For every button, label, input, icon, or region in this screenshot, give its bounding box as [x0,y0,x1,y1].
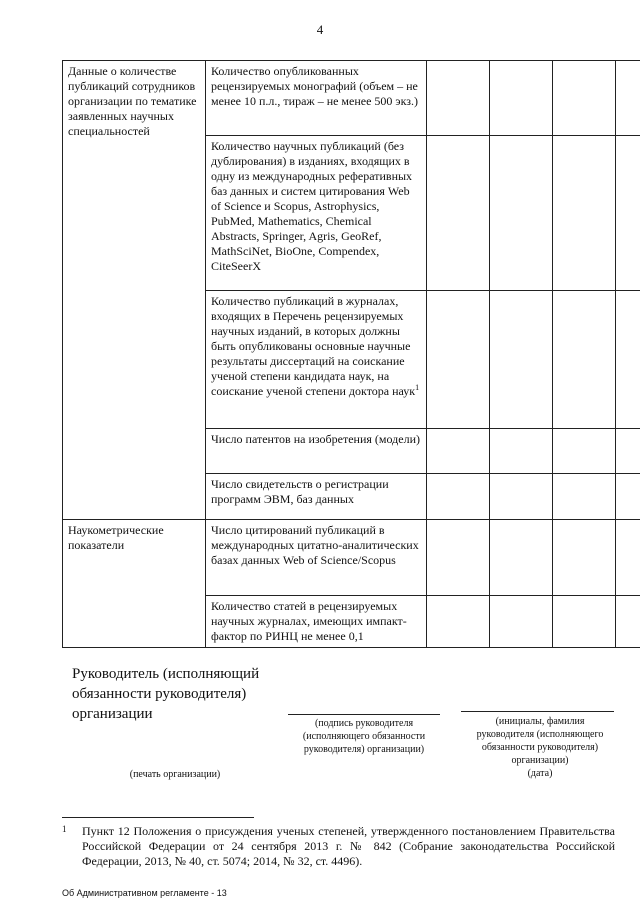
value-cell[interactable] [427,596,490,648]
indicator-label: Число цитирований публикаций в международных цитатно-аналитических базах данных Web of Science/Scopus [211,523,419,567]
indicator-cell [206,136,427,291]
signer-title [72,664,302,724]
publications-table [62,60,640,648]
value-cell[interactable] [427,61,490,136]
indicator-cell [206,474,427,520]
footnote-ref: 1 [415,383,420,392]
table-row [63,61,640,136]
value-cell[interactable] [616,596,640,648]
indicator-label: Число свидетельств о регистрации программ ЭВМ, баз данных [211,477,389,506]
caption-line: организации) [511,755,569,766]
category-cell [63,61,206,520]
seal-caption: (печать организации) [129,769,221,780]
indicator-cell [206,61,427,136]
value-cell[interactable] [553,596,616,648]
date-caption: (дата) [527,768,553,779]
value-cell[interactable] [553,520,616,596]
value-cell[interactable] [490,474,553,520]
caption-line: руководителя) организации) [303,744,425,755]
value-cell[interactable] [616,474,640,520]
indicator-label: Количество публикаций в журналах, входящих в Перечень рецензируемых научных изданий, в которых должны быть опубликованы основные научные результаты диссертаций на соискание ученой степени кандидата наук, на соискание ученой степени доктора наук [211,294,416,398]
caption-line: руководителя (исполняющего [476,729,604,740]
category-label: Наукометрические показатели [68,523,164,552]
footnote-marker: 1 [62,824,67,834]
value-cell[interactable] [616,429,640,474]
name-line[interactable] [461,711,614,712]
value-cell[interactable] [490,61,553,136]
value-cell[interactable] [616,291,640,429]
indicator-cell [206,429,427,474]
name-caption [462,715,618,780]
value-cell[interactable] [427,136,490,291]
value-cell[interactable] [490,520,553,596]
value-cell[interactable] [616,520,640,596]
footnote [62,824,615,869]
value-cell[interactable] [553,429,616,474]
value-cell[interactable] [490,291,553,429]
value-cell[interactable] [553,474,616,520]
indicator-label: Количество опубликованных рецензируемых монографий (объем – не менее 10 п.л., тираж – не менее 500 экз.) [211,64,418,108]
indicator-cell [206,520,427,596]
signer-line: организации [72,706,153,722]
caption-line: (подпись руководителя [314,718,414,729]
caption-line: (инициалы, фамилия [495,716,585,727]
value-cell[interactable] [553,136,616,291]
signature-line[interactable] [288,714,440,715]
value-cell[interactable] [427,429,490,474]
signer-line: обязанности руководителя) [72,686,247,702]
value-cell[interactable] [490,596,553,648]
signature-caption [280,717,448,756]
value-cell[interactable] [427,520,490,596]
value-cell[interactable] [553,291,616,429]
value-cell[interactable] [616,136,640,291]
value-cell[interactable] [553,61,616,136]
indicator-cell [206,291,427,429]
indicator-cell [206,596,427,648]
footnote-divider [62,817,254,818]
footnote-text: Пункт 12 Положения о присуждения ученых степеней, утвержденного постановлением Правительства Российской Федерации от 24 сентября 2013 г. № 842 (Собрание законодательства Российской Федерации, 2013, № 40, ст. 5074; 2014, № 32, ст. 4496). [82,824,615,868]
category-cell [63,520,206,648]
caption-line: (исполняющего обязанности [302,731,426,742]
caption-line: обязанности руководителя) [481,742,599,753]
value-cell[interactable] [616,61,640,136]
value-cell[interactable] [427,291,490,429]
indicator-label: Количество научных публикаций (без дублирования) в изданиях, входящих в одну из международных реферативных баз данных и систем цитирования Web of Science и Scopus, Astrophysics, PubMed, Mathematics, Chemical Abstracts, Springer, Agris, GeoRef, MathSciNet, BioOne, Compendex, CiteSeerX [211,139,413,273]
category-label: Данные о количестве публикаций сотрудников организации по тематике заявленных научных специальностей [68,64,197,138]
table-row [63,520,640,596]
indicator-label: Число патентов на изобретения (модели) [211,432,421,446]
document-footer-note: Об Административном регламенте - 13 [62,888,227,898]
indicator-label: Количество статей в рецензируемых научных журналах, имеющих импакт-фактор по РИНЦ не менее 0,1 [211,599,407,643]
value-cell[interactable] [427,474,490,520]
value-cell[interactable] [490,136,553,291]
value-cell[interactable] [490,429,553,474]
page-number: 4 [316,22,324,37]
signer-line: Руководитель (исполняющий [72,666,260,682]
